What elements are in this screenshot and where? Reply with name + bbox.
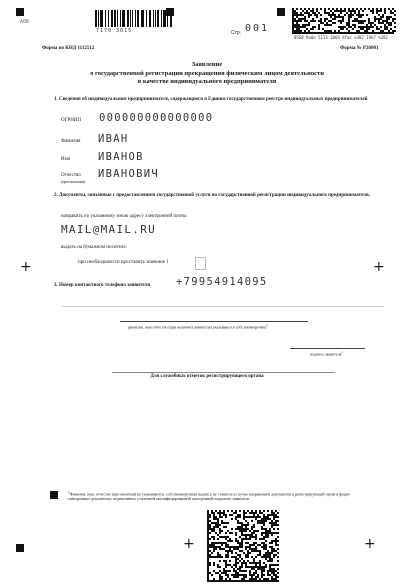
mark-note: при необходимости проставить значение 1 xyxy=(78,260,169,265)
title-line: в качестве индивидуального предпринимателя xyxy=(137,78,277,85)
form-number: Форма № Р26001 xyxy=(340,46,379,51)
divider xyxy=(62,306,384,307)
data-matrix-code xyxy=(292,8,396,34)
service-caption: Для служебных отметок регистрирующего органа xyxy=(150,374,264,379)
page-number: 001 xyxy=(245,23,270,34)
footnote: $^1$Фамилия, имя, отчество (при наличии) не указываются, собственноручная подпись не ставится в случае направления документов в регистрирующий орган в форме электронных документов, подписанных усиленной квалифицированной электронной подписью заявителя. xyxy=(68,490,350,502)
section1-heading: 1. Сведения об индивидуальном предпринимателе, содержащиеся в Едином государственном реестре индивидуальных предпринимателей xyxy=(54,97,368,102)
form-knd: Форма по КНД 1112512 xyxy=(42,46,95,51)
header-code: A08 xyxy=(20,19,30,25)
service-line xyxy=(112,372,335,373)
page-label: Стр. xyxy=(231,30,242,36)
signature-line xyxy=(290,348,365,349)
fio-caption: фамилия, имя отчество (при наличии) заявителя (указываются собственноручно)$^1$ xyxy=(128,323,268,330)
corner-marker xyxy=(16,8,24,16)
title-line: Заявление xyxy=(191,61,223,68)
ogrnip-field[interactable]: 000000000000000 xyxy=(99,112,214,124)
document-title xyxy=(0,61,414,87)
fio-line xyxy=(120,321,308,322)
data-matrix-code xyxy=(207,510,279,582)
signature-caption: подпись заявителя$^1$ xyxy=(310,350,344,357)
plus-icon: + xyxy=(373,259,385,275)
corner-marker xyxy=(277,8,285,16)
patronymic-field[interactable]: ИВАНОВИЧ xyxy=(98,168,159,180)
corner-marker xyxy=(50,491,58,499)
email-note: направить по указанному мною адресу электронной почты xyxy=(61,214,187,219)
phone-field[interactable]: +79954914095 xyxy=(176,276,268,288)
paper-note: выдать на бумажном носителе: xyxy=(61,245,128,250)
section3-heading: 3. Номер контактного телефона заявителя xyxy=(54,283,151,288)
paper-checkbox[interactable] xyxy=(195,257,206,270)
plus-icon: + xyxy=(183,536,195,552)
plus-icon: + xyxy=(364,536,376,552)
name-field[interactable]: ИВАНОВ xyxy=(98,151,144,163)
surname-field[interactable]: ИВАН xyxy=(98,133,129,145)
name-label: Имя xyxy=(61,157,71,162)
section2-heading: 2. Документы, связанные с предоставлением государственной услуги по государственной регистрации индивидуального предпринимателя, xyxy=(54,193,370,198)
barcode xyxy=(95,10,174,27)
barcode-digits: 7170 3015 xyxy=(96,28,133,34)
title-line: о государственной регистрации прекращения физическим лицом деятельности xyxy=(90,69,324,77)
surname-label: Фамилия xyxy=(61,139,81,144)
ogrnip-label: ОГРНИП xyxy=(61,118,82,123)
corner-marker xyxy=(16,544,24,552)
plus-icon: + xyxy=(20,259,32,275)
email-field[interactable]: MAIL@MAIL.RU xyxy=(61,223,157,236)
patronymic-note: (при наличии) xyxy=(61,179,86,184)
qr-caption: 05E8 9a0e 5113 2069 dfac e382 19b7 e282 xyxy=(294,35,388,40)
patronymic-label: Отчество xyxy=(61,173,81,178)
